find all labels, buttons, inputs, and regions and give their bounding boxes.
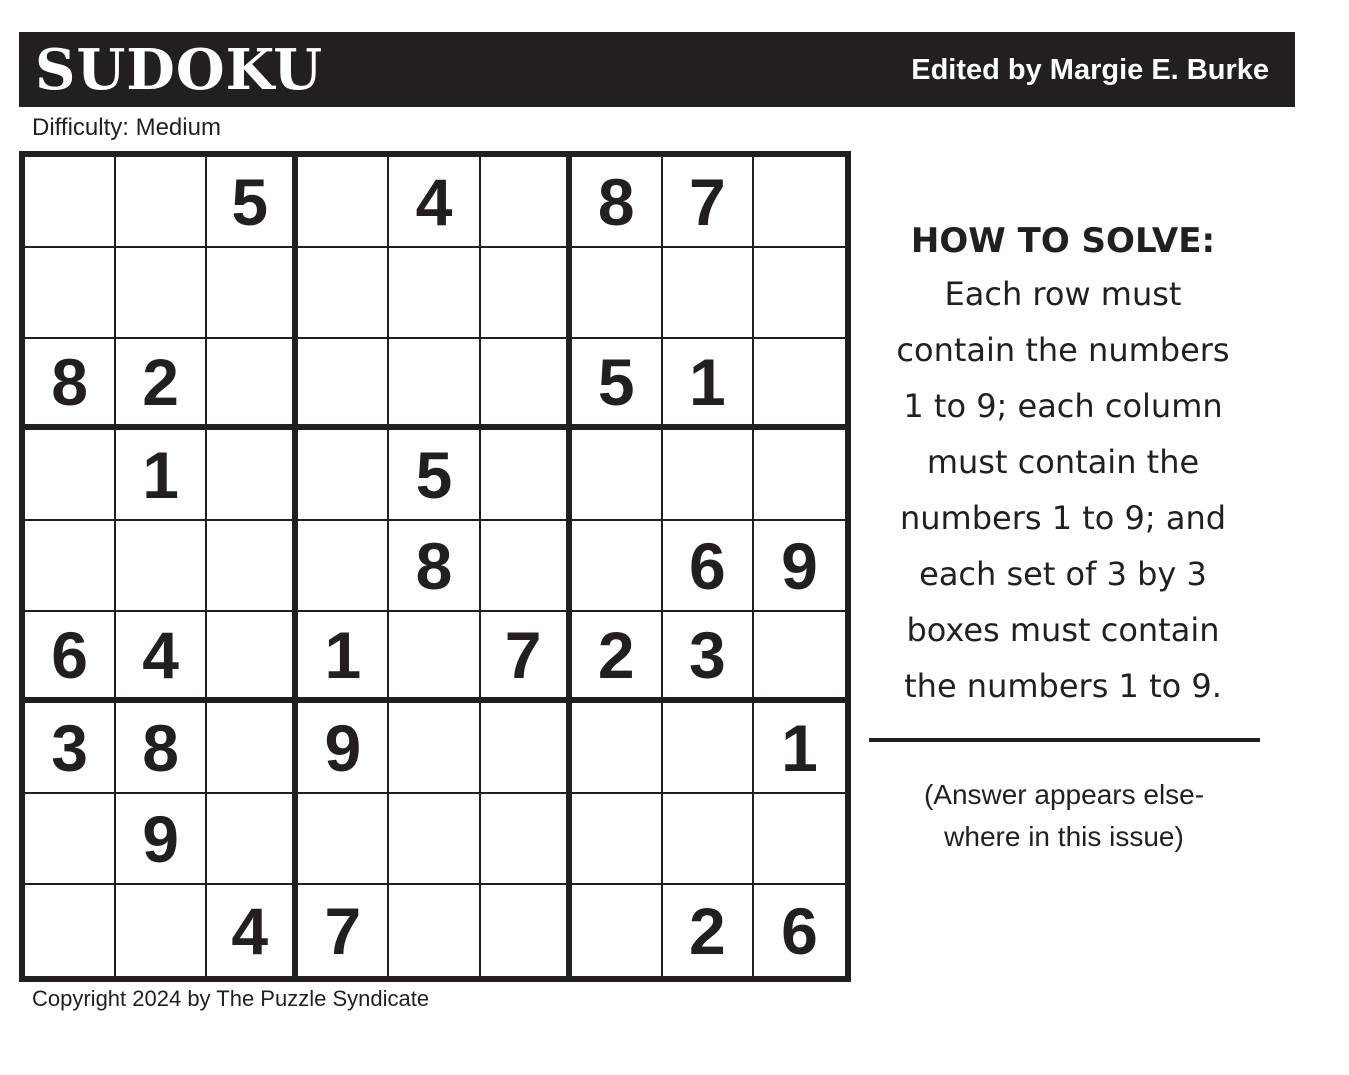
grid-cell-r6-c1[interactable]: 6 xyxy=(25,612,116,703)
grid-cell-r9-c5[interactable] xyxy=(389,885,480,976)
difficulty-label: Difficulty: Medium xyxy=(32,114,221,141)
grid-cell-r4-c6[interactable] xyxy=(481,430,572,521)
grid-cell-r4-c4[interactable] xyxy=(298,430,389,521)
grid-cell-r7-c6[interactable] xyxy=(481,703,572,794)
answer-note-line: where in this issue) xyxy=(944,821,1184,852)
grid-cell-r3-c5[interactable] xyxy=(389,339,480,430)
how-to-line: must contain the xyxy=(926,443,1200,481)
grid-cell-r1-c6[interactable] xyxy=(481,157,572,248)
grid-cell-r8-c6[interactable] xyxy=(481,794,572,885)
grid-cell-r6-c3[interactable] xyxy=(207,612,298,703)
grid-cell-r4-c9[interactable] xyxy=(754,430,845,521)
how-to-line: numbers 1 to 9; and xyxy=(899,499,1227,537)
divider xyxy=(869,738,1260,742)
grid-cell-r3-c6[interactable] xyxy=(481,339,572,430)
grid-cell-r4-c8[interactable] xyxy=(663,430,754,521)
grid-cell-r2-c7[interactable] xyxy=(572,248,663,339)
grid-cell-r1-c5[interactable]: 4 xyxy=(389,157,480,248)
grid-cell-r9-c1[interactable] xyxy=(25,885,116,976)
grid-cell-r6-c9[interactable] xyxy=(754,612,845,703)
grid-cell-r9-c4[interactable]: 7 xyxy=(298,885,389,976)
grid-cell-r4-c2[interactable]: 1 xyxy=(116,430,207,521)
grid-cell-r1-c1[interactable] xyxy=(25,157,116,248)
grid-cell-r3-c1[interactable]: 8 xyxy=(25,339,116,430)
how-to-solve xyxy=(862,216,1264,714)
grid-cell-r7-c4[interactable]: 9 xyxy=(298,703,389,794)
grid-cell-r4-c5[interactable]: 5 xyxy=(389,430,480,521)
grid-cell-r7-c1[interactable]: 3 xyxy=(25,703,116,794)
grid-cell-r3-c3[interactable] xyxy=(207,339,298,430)
copyright-notice: Copyright 2024 by The Puzzle Syndicate xyxy=(32,986,430,1011)
editor-credit: Edited by Margie E. Burke xyxy=(911,54,1269,86)
puzzle-logo: SUDOKU xyxy=(35,37,324,103)
grid-cell-r9-c8[interactable]: 2 xyxy=(663,885,754,976)
grid-cell-r7-c8[interactable] xyxy=(663,703,754,794)
grid-cell-r3-c7[interactable]: 5 xyxy=(572,339,663,430)
grid-cell-r2-c3[interactable] xyxy=(207,248,298,339)
how-to-line: boxes must contain xyxy=(906,611,1220,649)
grid-cell-r3-c2[interactable]: 2 xyxy=(116,339,207,430)
grid-cell-r8-c7[interactable] xyxy=(572,794,663,885)
grid-cell-r5-c5[interactable]: 8 xyxy=(389,521,480,612)
grid-cell-r1-c2[interactable] xyxy=(116,157,207,248)
grid-cell-r5-c8[interactable]: 6 xyxy=(663,521,754,612)
how-to-line: each set of 3 by 3 xyxy=(919,555,1207,593)
grid-cell-r9-c3[interactable]: 4 xyxy=(207,885,298,976)
grid-cell-r1-c4[interactable] xyxy=(298,157,389,248)
grid-cell-r5-c4[interactable] xyxy=(298,521,389,612)
grid-cell-r7-c7[interactable] xyxy=(572,703,663,794)
grid-cell-r1-c3[interactable]: 5 xyxy=(207,157,298,248)
grid-cell-r6-c7[interactable]: 2 xyxy=(572,612,663,703)
grid-cell-r2-c4[interactable] xyxy=(298,248,389,339)
grid-cell-r8-c3[interactable] xyxy=(207,794,298,885)
how-to-line: 1 to 9; each column xyxy=(903,387,1223,425)
grid-cell-r8-c5[interactable] xyxy=(389,794,480,885)
grid-cell-r6-c4[interactable]: 1 xyxy=(298,612,389,703)
grid-cell-r7-c5[interactable] xyxy=(389,703,480,794)
grid-cell-r2-c6[interactable] xyxy=(481,248,572,339)
grid-cell-r5-c2[interactable] xyxy=(116,521,207,612)
grid-cell-r9-c9[interactable]: 6 xyxy=(781,893,818,968)
grid-cell-r7-c9[interactable]: 1 xyxy=(754,703,845,794)
grid-cell-r6-c6[interactable]: 7 xyxy=(481,612,572,703)
grid-cell-r6-c5[interactable] xyxy=(389,612,480,703)
header-bar xyxy=(19,32,1295,107)
grid-cell-r9-c2[interactable] xyxy=(116,885,207,976)
answer-note xyxy=(866,774,1262,858)
how-to-line: Each row must xyxy=(944,275,1182,313)
grid-cell-r4-c7[interactable] xyxy=(572,430,663,521)
grid-cell-r4-c1[interactable] xyxy=(25,430,116,521)
sudoku-grid xyxy=(19,151,851,982)
grid-cell-r8-c4[interactable] xyxy=(298,794,389,885)
grid-cell-r9-c6[interactable] xyxy=(481,885,572,976)
grid-cell-r5-c3[interactable] xyxy=(207,521,298,612)
grid-cell-r8-c9[interactable] xyxy=(754,794,845,885)
how-to-line: contain the numbers xyxy=(896,331,1230,369)
grid-cell-r1-c9[interactable] xyxy=(754,157,845,248)
grid-cell-r8-c1[interactable] xyxy=(25,794,116,885)
grid-cell-r2-c1[interactable] xyxy=(25,248,116,339)
grid-cell-r9-c7[interactable] xyxy=(572,885,663,976)
grid-cell-r2-c8[interactable] xyxy=(663,248,754,339)
how-to-line: the numbers 1 to 9. xyxy=(904,667,1222,705)
grid-cell-r5-c9[interactable]: 9 xyxy=(754,521,845,612)
grid-cell-r7-c2[interactable]: 8 xyxy=(116,703,207,794)
grid-cell-r6-c2[interactable]: 4 xyxy=(116,612,207,703)
grid-cell-r7-c3[interactable] xyxy=(207,703,298,794)
grid-cell-r1-c8[interactable]: 7 xyxy=(663,157,754,248)
grid-cell-r2-c9[interactable] xyxy=(754,248,845,339)
grid-cell-r4-c3[interactable] xyxy=(207,430,298,521)
how-to-title: HOW TO SOLVE: xyxy=(910,221,1216,261)
grid-cell-r3-c4[interactable] xyxy=(298,339,389,430)
grid-cell-r1-c7[interactable]: 8 xyxy=(572,157,663,248)
grid-cell-r8-c8[interactable] xyxy=(663,794,754,885)
grid-cell-r6-c8[interactable]: 3 xyxy=(663,612,754,703)
grid-cell-r2-c2[interactable] xyxy=(116,248,207,339)
grid-cell-r5-c6[interactable] xyxy=(481,521,572,612)
grid-cell-r5-c1[interactable] xyxy=(25,521,116,612)
grid-cell-r5-c7[interactable] xyxy=(572,521,663,612)
grid-cell-r3-c8[interactable]: 1 xyxy=(663,339,754,430)
grid-cell-r3-c9[interactable] xyxy=(754,339,845,430)
how-to-body xyxy=(862,266,1264,714)
grid-cell-r2-c5[interactable] xyxy=(389,248,480,339)
grid-cell-r8-c2[interactable]: 9 xyxy=(116,794,207,885)
answer-note-line: (Answer appears else- xyxy=(923,779,1205,810)
